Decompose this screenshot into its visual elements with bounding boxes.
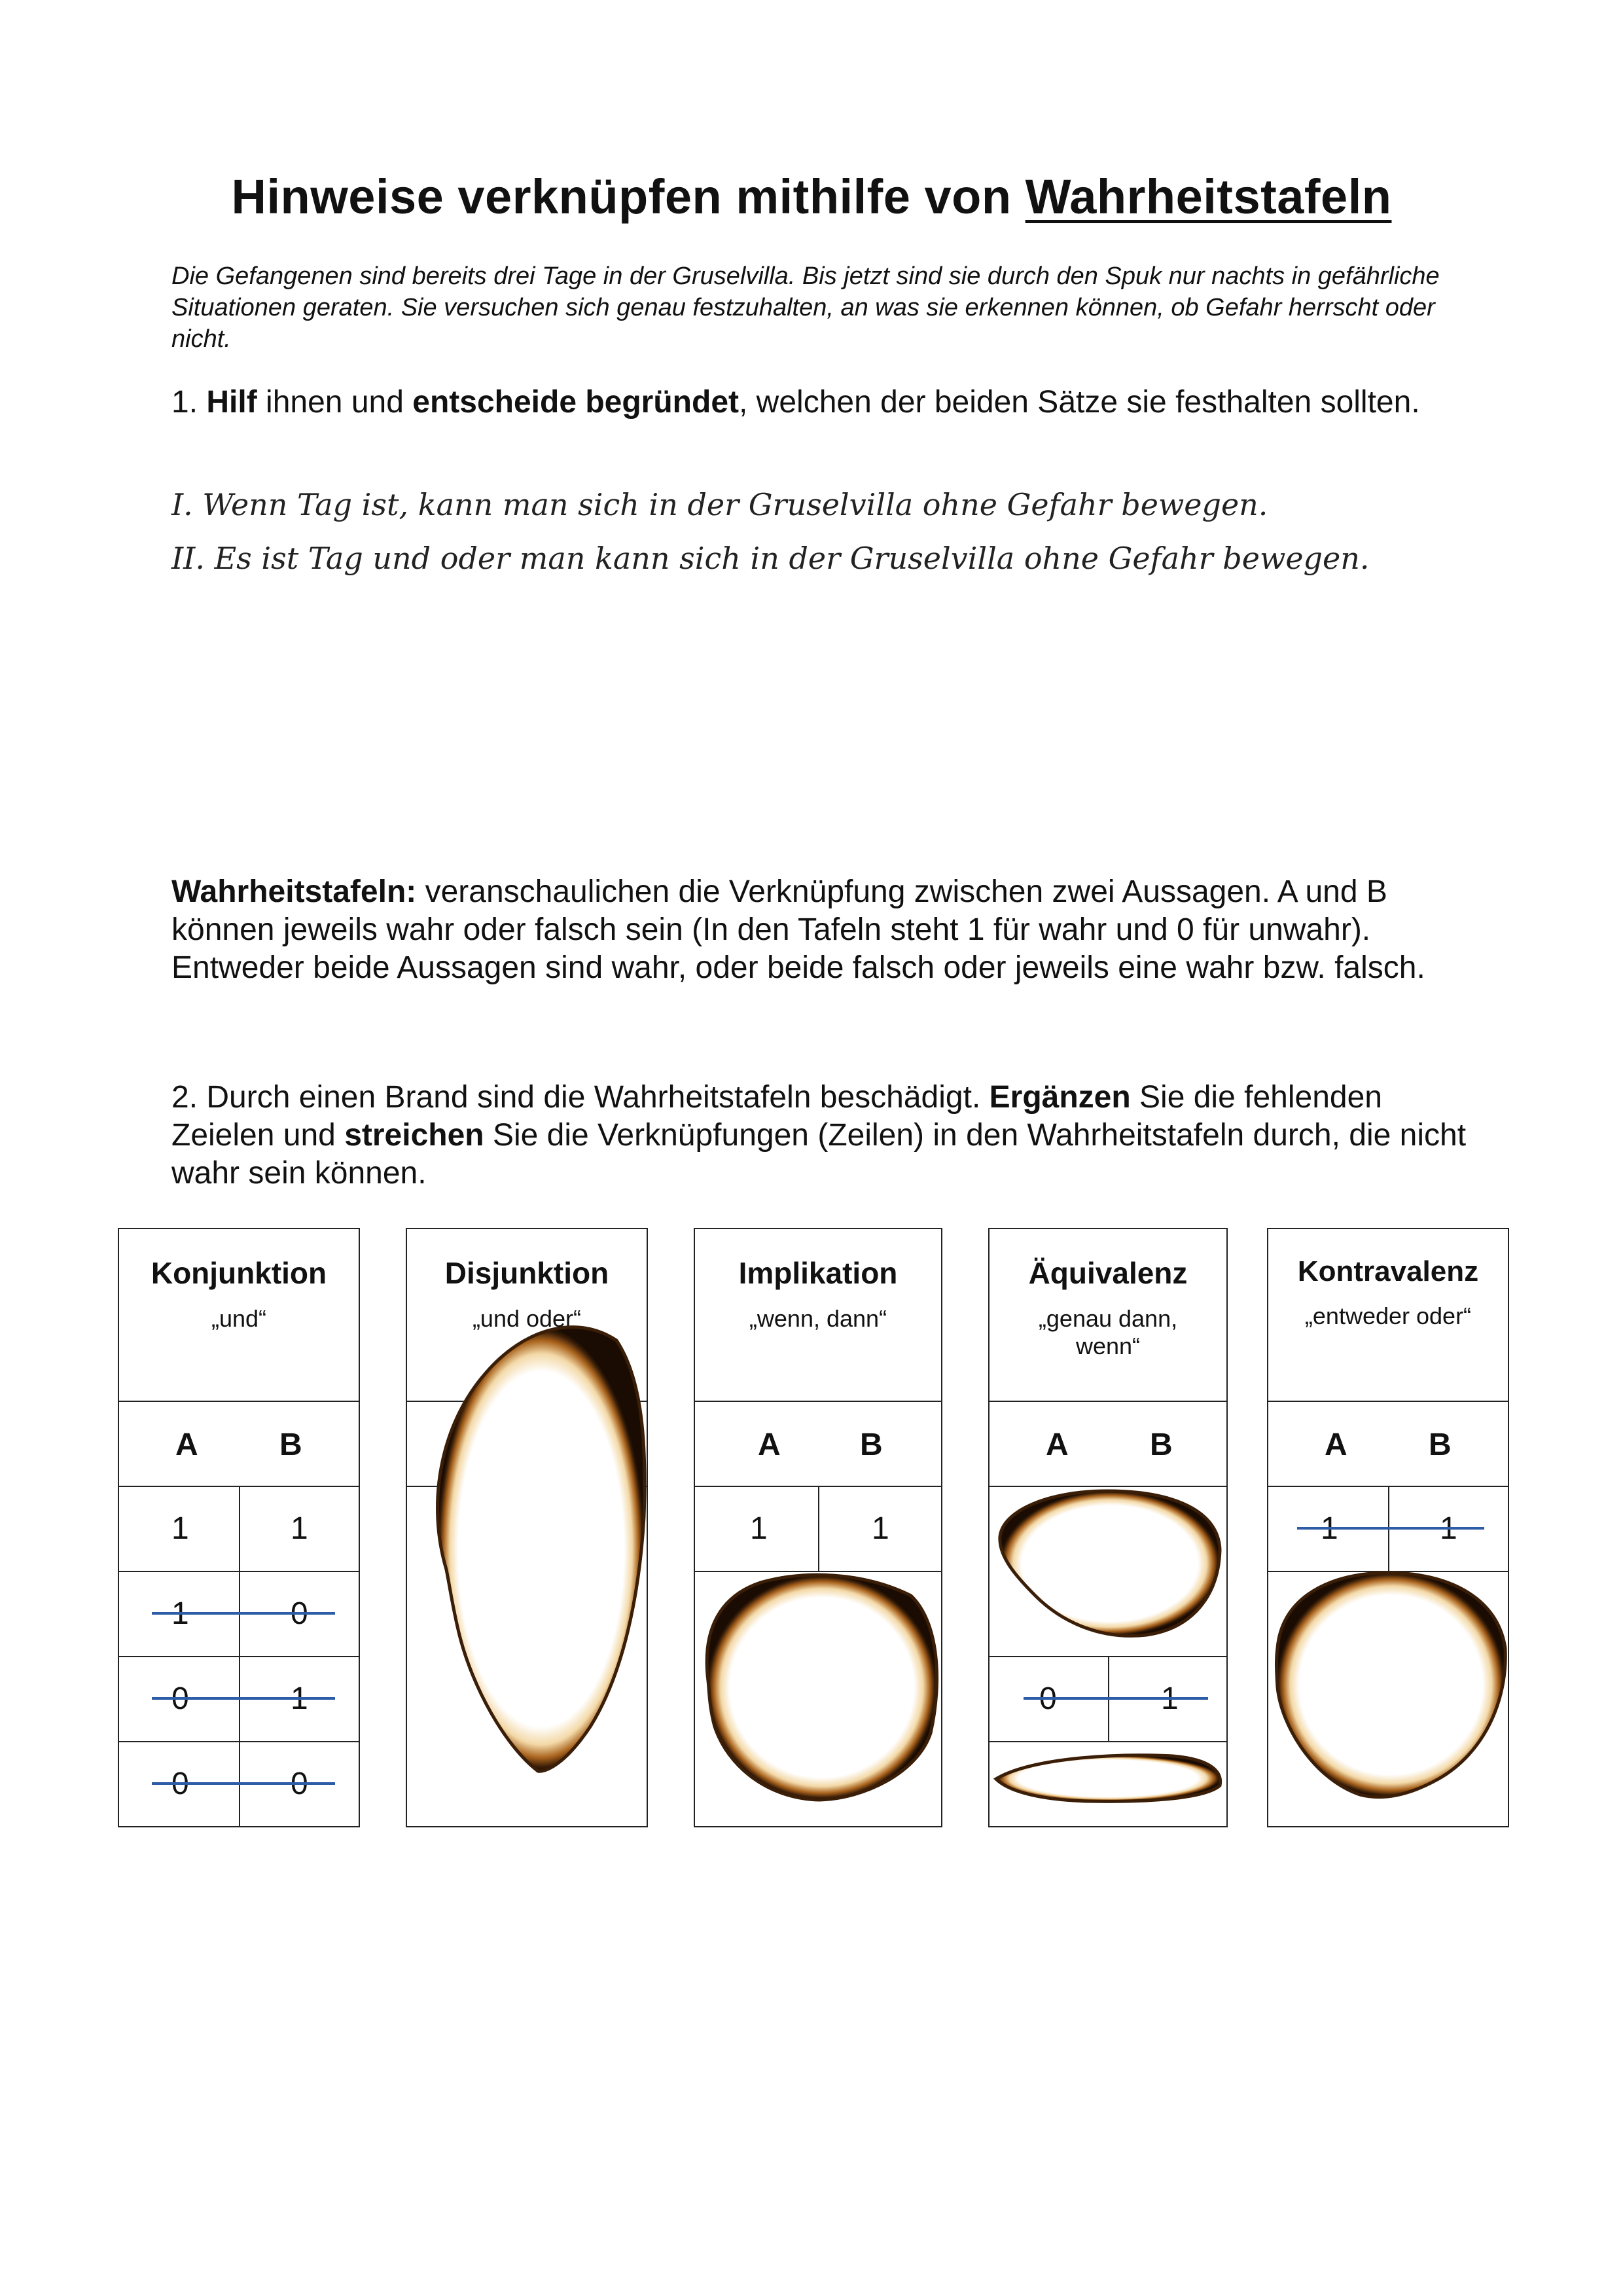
sentence-2: II. Es ist Tag und oder man kann sich in der Gruselvilla ohne Gefahr bewegen. [171,541,1370,576]
table-row[interactable] [119,1571,359,1657]
definition-term: Wahrheitstafeln: [171,874,417,909]
task-1-bold-2: entscheide begründet [412,385,739,420]
definition [171,873,1480,987]
column-header-row [119,1401,359,1487]
task-2-suffix: Sie die Verknüpfungen (Zeilen) in den Wahrheitstafeln durch, die nicht wahr sein können. [171,1118,1467,1191]
column-b-label: B [1150,1427,1173,1462]
burn-hole [990,1229,1226,1826]
cell-a: 1 [750,1511,768,1546]
table-row[interactable] [119,1741,359,1826]
table-title: Implikation [738,1256,898,1290]
table-row[interactable] [119,1486,359,1572]
task-1-bold-1: Hilf [206,385,257,420]
task-2-prefix: 2. Durch einen Brand sind die Wahrheitstafeln beschädigt. [171,1080,990,1115]
title-text: Hinweise verknüpfen mithilfe von [231,170,1026,224]
strike-line [152,1782,335,1785]
column-a-label: A [1325,1427,1347,1462]
task-1-suffix: , welchen der beiden Sätze sie festhalten sollten. [739,385,1420,420]
table-kontravalenz [1267,1228,1509,1827]
task-1 [171,384,1480,422]
task-2-bold-1: Ergänzen [989,1080,1131,1115]
definition-text: veranschaulichen die Verknüpfung zwischen zwei Aussagen. A und B können jeweils wahr oder falsch sein (In den Tafeln steht 1 für wahr und 0 für unwahr). Entweder beide Aussagen sind wahr, oder beide falsch oder jeweils eine wahr bzw. falsch. [171,874,1425,985]
column-b-label: B [279,1427,302,1462]
table-title: Äquivalenz [1028,1256,1188,1290]
table-subtitle: „wenn, dann“ [749,1305,887,1332]
cell-a: 1 [171,1511,189,1546]
table-subtitle: „und oder“ [472,1305,582,1332]
table-disjunktion [406,1228,648,1827]
burn-hole [407,1229,647,1826]
task-2-bold-2: streichen [344,1118,484,1153]
strike-line [152,1612,335,1615]
sentence-1: I. Wenn Tag ist, kann man sich in der Gruselvilla ohne Gefahr bewegen. [171,487,1268,522]
column-b-label: B [860,1427,883,1462]
cell-b: 1 [291,1511,308,1546]
table-header [119,1229,359,1402]
column-a-label: A [758,1427,781,1462]
table-implikation [694,1228,942,1827]
cell-b: 1 [872,1511,889,1546]
burn-hole [695,1229,941,1826]
table-row[interactable] [119,1656,359,1742]
title-underlined: Wahrheitstafeln [1025,170,1392,224]
column-a-label: A [175,1427,198,1462]
table-aequivalenz [988,1228,1228,1827]
page-title [0,169,1623,224]
task-2-mid: Sie die fehlenden Zeielen und [171,1080,1382,1153]
table-subtitle: „und“ [211,1305,267,1332]
table-title: Konjunktion [151,1256,327,1290]
table-title: Kontravalenz [1297,1255,1479,1287]
intro-text: Die Gefangenen sind bereits drei Tage in der Gruselvilla. Bis jetzt sind sie durch den Spuk nur nachts in gefährliche Situationen geraten. Sie versuchen sich genau festzuhalten, an was sie erkennen können, ob Gefahr herrscht oder nicht. [171,262,1440,353]
table-konjunktion [118,1228,360,1827]
task-2 [171,1079,1480,1193]
table-title: Disjunktion [444,1256,609,1290]
column-a-label: A [1046,1427,1069,1462]
burn-hole [1268,1229,1508,1826]
strike-line [152,1697,335,1700]
task-1-mid: ihnen und [257,385,413,420]
task-1-prefix: 1. [171,385,207,420]
table-subtitle: „entweder oder“ [1304,1302,1472,1329]
column-b-label: B [1429,1427,1452,1462]
table-subtitle: „genau dann, wenn“ [1038,1305,1178,1359]
